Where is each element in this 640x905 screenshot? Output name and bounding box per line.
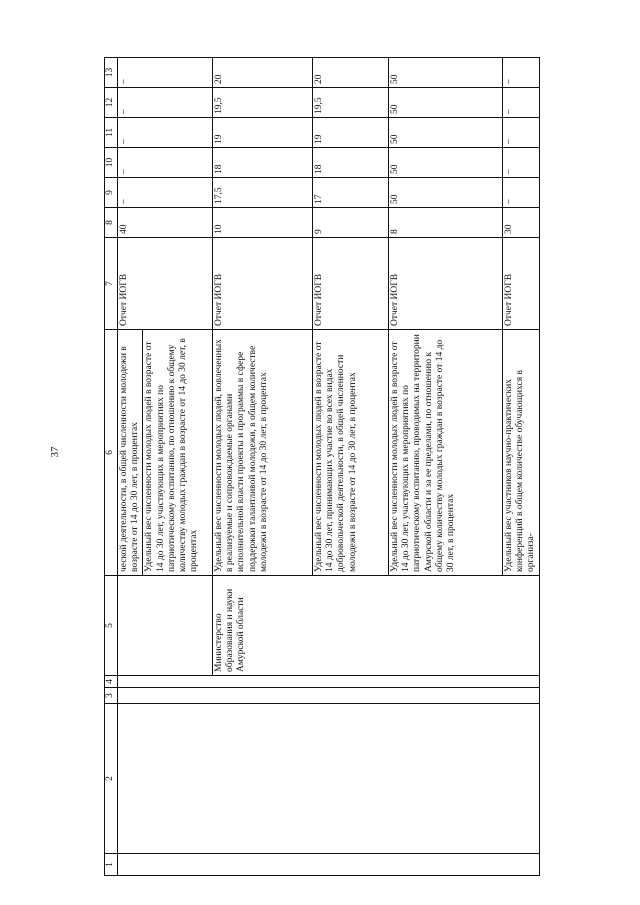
source-cell: Отчет ИОГВ: [313, 238, 389, 330]
cell-col1: [118, 854, 540, 876]
indicator-description: Удельный вес численности молодых людей в возрасте от 14 до 30 лет, принимающих участие во всех видах добровольческой деятельности, в общей численности молодежи в возрасте от 14 до 30 лет, в процентах: [313, 330, 389, 576]
indicator-description: Удельный вес участников научно-практических конференций в общем количестве обучающихся в организа-: [503, 330, 540, 576]
col-header-9: 9: [105, 178, 118, 208]
indicator-description: Удельный вес численности молодых людей, вовлеченных в реализуемые и сопровождаемые органами исполнительной власти проекты и программы в сфере поддержки талантливой молодежи, в общем количестве молодежи в возрасте от 14 до 30 лет, в процентах: [213, 330, 313, 576]
value-col13: 20: [313, 58, 389, 88]
indicator-description: [118, 330, 213, 576]
indicator-continuation: ческой деятельности, в общей численности молодежи в возрасте от 14 до 30 лет, в процентах: [118, 330, 143, 575]
col-header-10: 10: [105, 148, 118, 178]
value-col12: –: [503, 88, 540, 118]
value-col11: 50: [389, 118, 503, 148]
value-col8: 10: [213, 208, 313, 238]
value-col11: –: [503, 118, 540, 148]
value-col12: –: [118, 88, 213, 118]
cell-col5-empty: [118, 576, 213, 676]
table-row: [118, 58, 213, 876]
cell-col3: [118, 688, 540, 704]
cell-col4: [118, 676, 540, 688]
value-col9: 17: [313, 178, 389, 208]
value-col12: 50: [389, 88, 503, 118]
value-col11: –: [118, 118, 213, 148]
value-col9: –: [503, 178, 540, 208]
indicator-table: [104, 57, 540, 876]
value-col12: 19,5: [213, 88, 313, 118]
col-header-8: 8: [105, 208, 118, 238]
value-col8: 30: [503, 208, 540, 238]
col-header-3: 3: [105, 688, 118, 704]
value-col13: 50: [389, 58, 503, 88]
value-col10: 18: [213, 148, 313, 178]
value-col12: 19,5: [313, 88, 389, 118]
col-header-12: 12: [105, 88, 118, 118]
page-number: 37: [49, 446, 61, 458]
value-col10: 50: [389, 148, 503, 178]
value-col8: 40: [118, 208, 213, 238]
value-col10: –: [118, 148, 213, 178]
col-header-2: 2: [105, 704, 118, 854]
value-col11: 19: [213, 118, 313, 148]
col-header-4: 4: [105, 676, 118, 688]
col-header-1: 1: [105, 854, 118, 876]
value-col9: 50: [389, 178, 503, 208]
value-col13: –: [503, 58, 540, 88]
value-col13: 20: [213, 58, 313, 88]
value-col8: 9: [313, 208, 389, 238]
ministry-cell: Министерство образования и науки Амурской области: [213, 576, 540, 676]
rotated-table-region: [104, 58, 537, 876]
source-cell: Отчет ИОГВ: [389, 238, 503, 330]
col-header-7: 7: [105, 238, 118, 330]
value-col10: 18: [313, 148, 389, 178]
value-col8: 8: [389, 208, 503, 238]
source-cell: Отчет ИОГВ: [503, 238, 540, 330]
value-col9: 17,5: [213, 178, 313, 208]
source-cell: Отчет ИОГВ: [213, 238, 313, 330]
header-row: [105, 58, 118, 876]
value-col10: –: [503, 148, 540, 178]
cell-col2: [118, 704, 540, 854]
col-header-5: 5: [105, 576, 118, 676]
col-header-6: 6: [105, 330, 118, 576]
value-col13: –: [118, 58, 213, 88]
value-col9: –: [118, 178, 213, 208]
col-header-13: 13: [105, 58, 118, 88]
value-col11: 19: [313, 118, 389, 148]
col-header-11: 11: [105, 118, 118, 148]
source-cell: Отчет ИОГВ: [118, 238, 213, 330]
indicator-text: Удельный вес численности молодых людей в возрасте от 14 до 30 лет, участвующих в мероприятиях по патриотическому воспитанию, по отношению к общему количеству молодых граждан в возрасте от 14 до 30 лет, в процентах: [144, 338, 200, 572]
indicator-description: Удельный вес численности молодых людей в возрасте от 14 до 30 лет, участвующих в мероприятиях по патриотическому воспитанию, проводимых на территории Амурской области и за ее пределами, по отношению к общему количеству молодых граждан в возрасте от 14 до 30 лет, в процентах: [389, 330, 503, 576]
